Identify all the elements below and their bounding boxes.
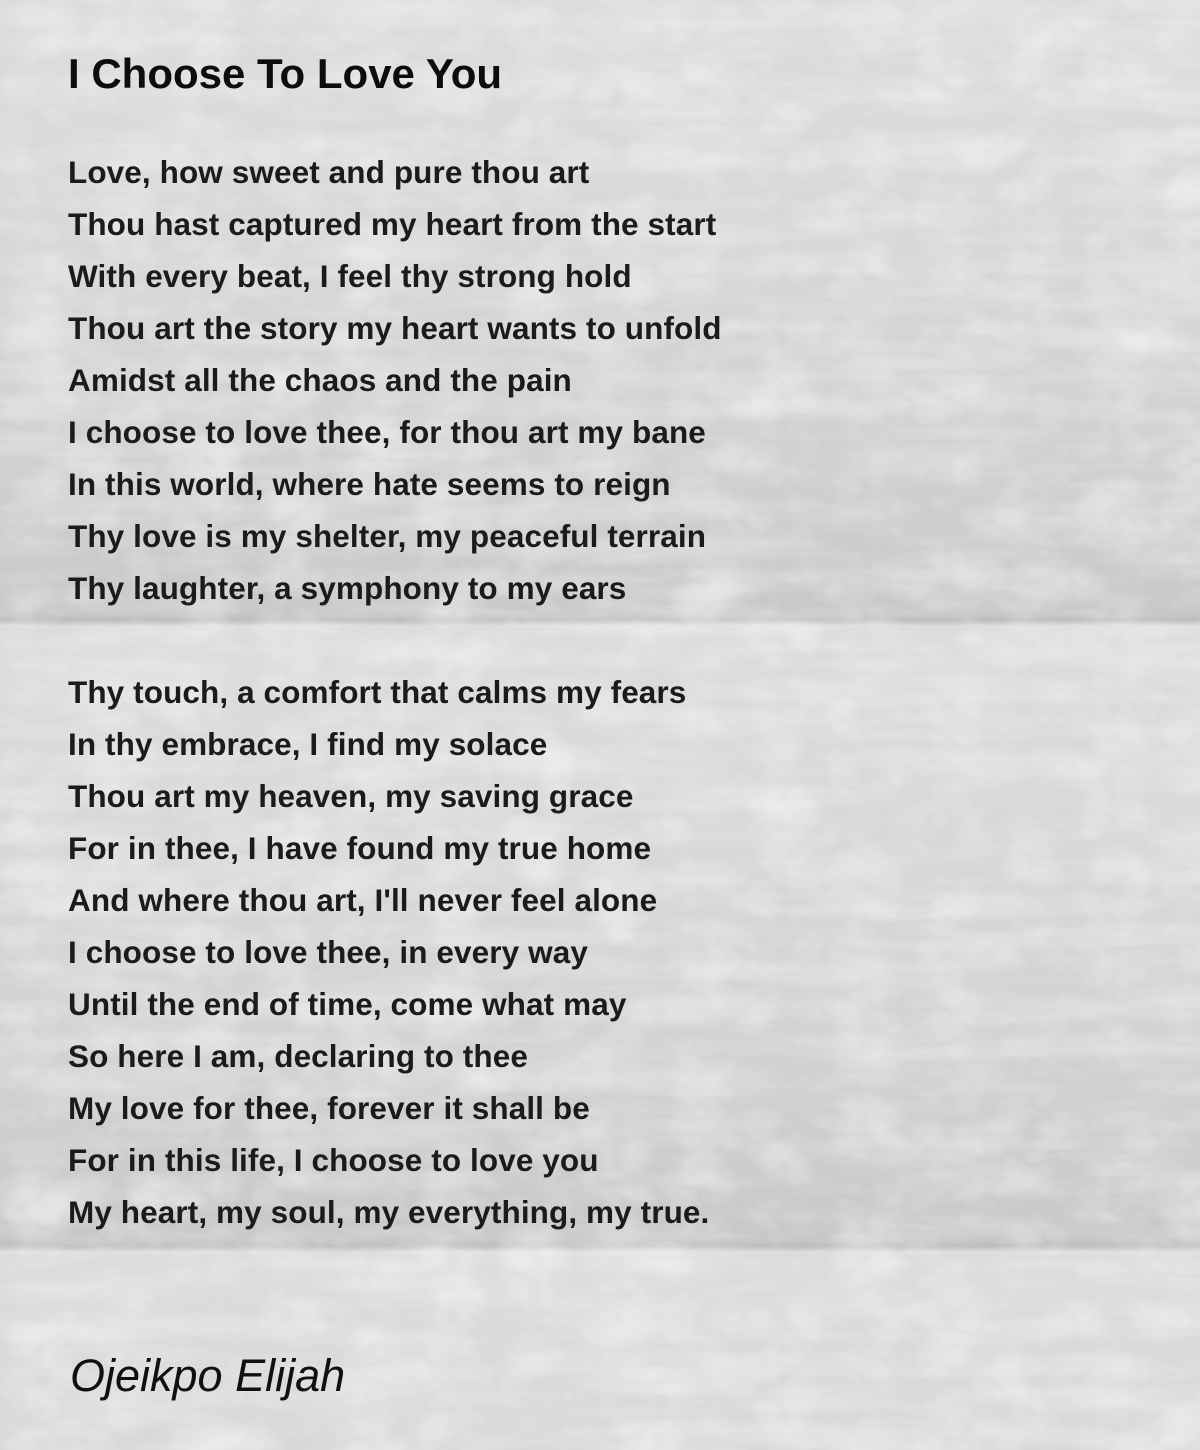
poem-line: My love for thee, forever it shall be — [68, 1090, 590, 1126]
poem-line: Thy touch, a comfort that calms my fears — [68, 674, 687, 710]
poem-line: Thou hast captured my heart from the start — [68, 206, 717, 242]
poem-author: Ojeikpo Elijah — [70, 1350, 346, 1401]
poem-body — [68, 146, 722, 1238]
poem-line: Until the end of time, come what may — [68, 986, 627, 1022]
poem-stanza-2 — [68, 666, 722, 1238]
poem-line: For in thee, I have found my true home — [68, 830, 652, 866]
poem-line: Thy love is my shelter, my peaceful terrain — [68, 518, 707, 554]
poem-line: My heart, my soul, my everything, my true. — [68, 1194, 710, 1230]
poem-line: In thy embrace, I find my solace — [68, 726, 548, 762]
poem-line: I choose to love thee, for thou art my bane — [68, 414, 706, 450]
poem-stanza-1 — [68, 146, 722, 614]
poem-line: In this world, where hate seems to reign — [68, 466, 671, 502]
poem-line: And where thou art, I'll never feel alone — [68, 882, 658, 918]
poem-title: I Choose To Love You — [68, 50, 503, 97]
poem-line: Amidst all the chaos and the pain — [68, 362, 572, 398]
poem-line: I choose to love thee, in every way — [68, 934, 588, 970]
poem-line: So here I am, declaring to thee — [68, 1038, 528, 1074]
poem-line: Love, how sweet and pure thou art — [68, 154, 590, 190]
poem-line: Thou art my heaven, my saving grace — [68, 778, 634, 814]
poem-line: With every beat, I feel thy strong hold — [68, 258, 632, 294]
poem-line: Thy laughter, a symphony to my ears — [68, 570, 627, 606]
poem-line: For in this life, I choose to love you — [68, 1142, 599, 1178]
poem-line: Thou art the story my heart wants to unfold — [68, 310, 722, 346]
